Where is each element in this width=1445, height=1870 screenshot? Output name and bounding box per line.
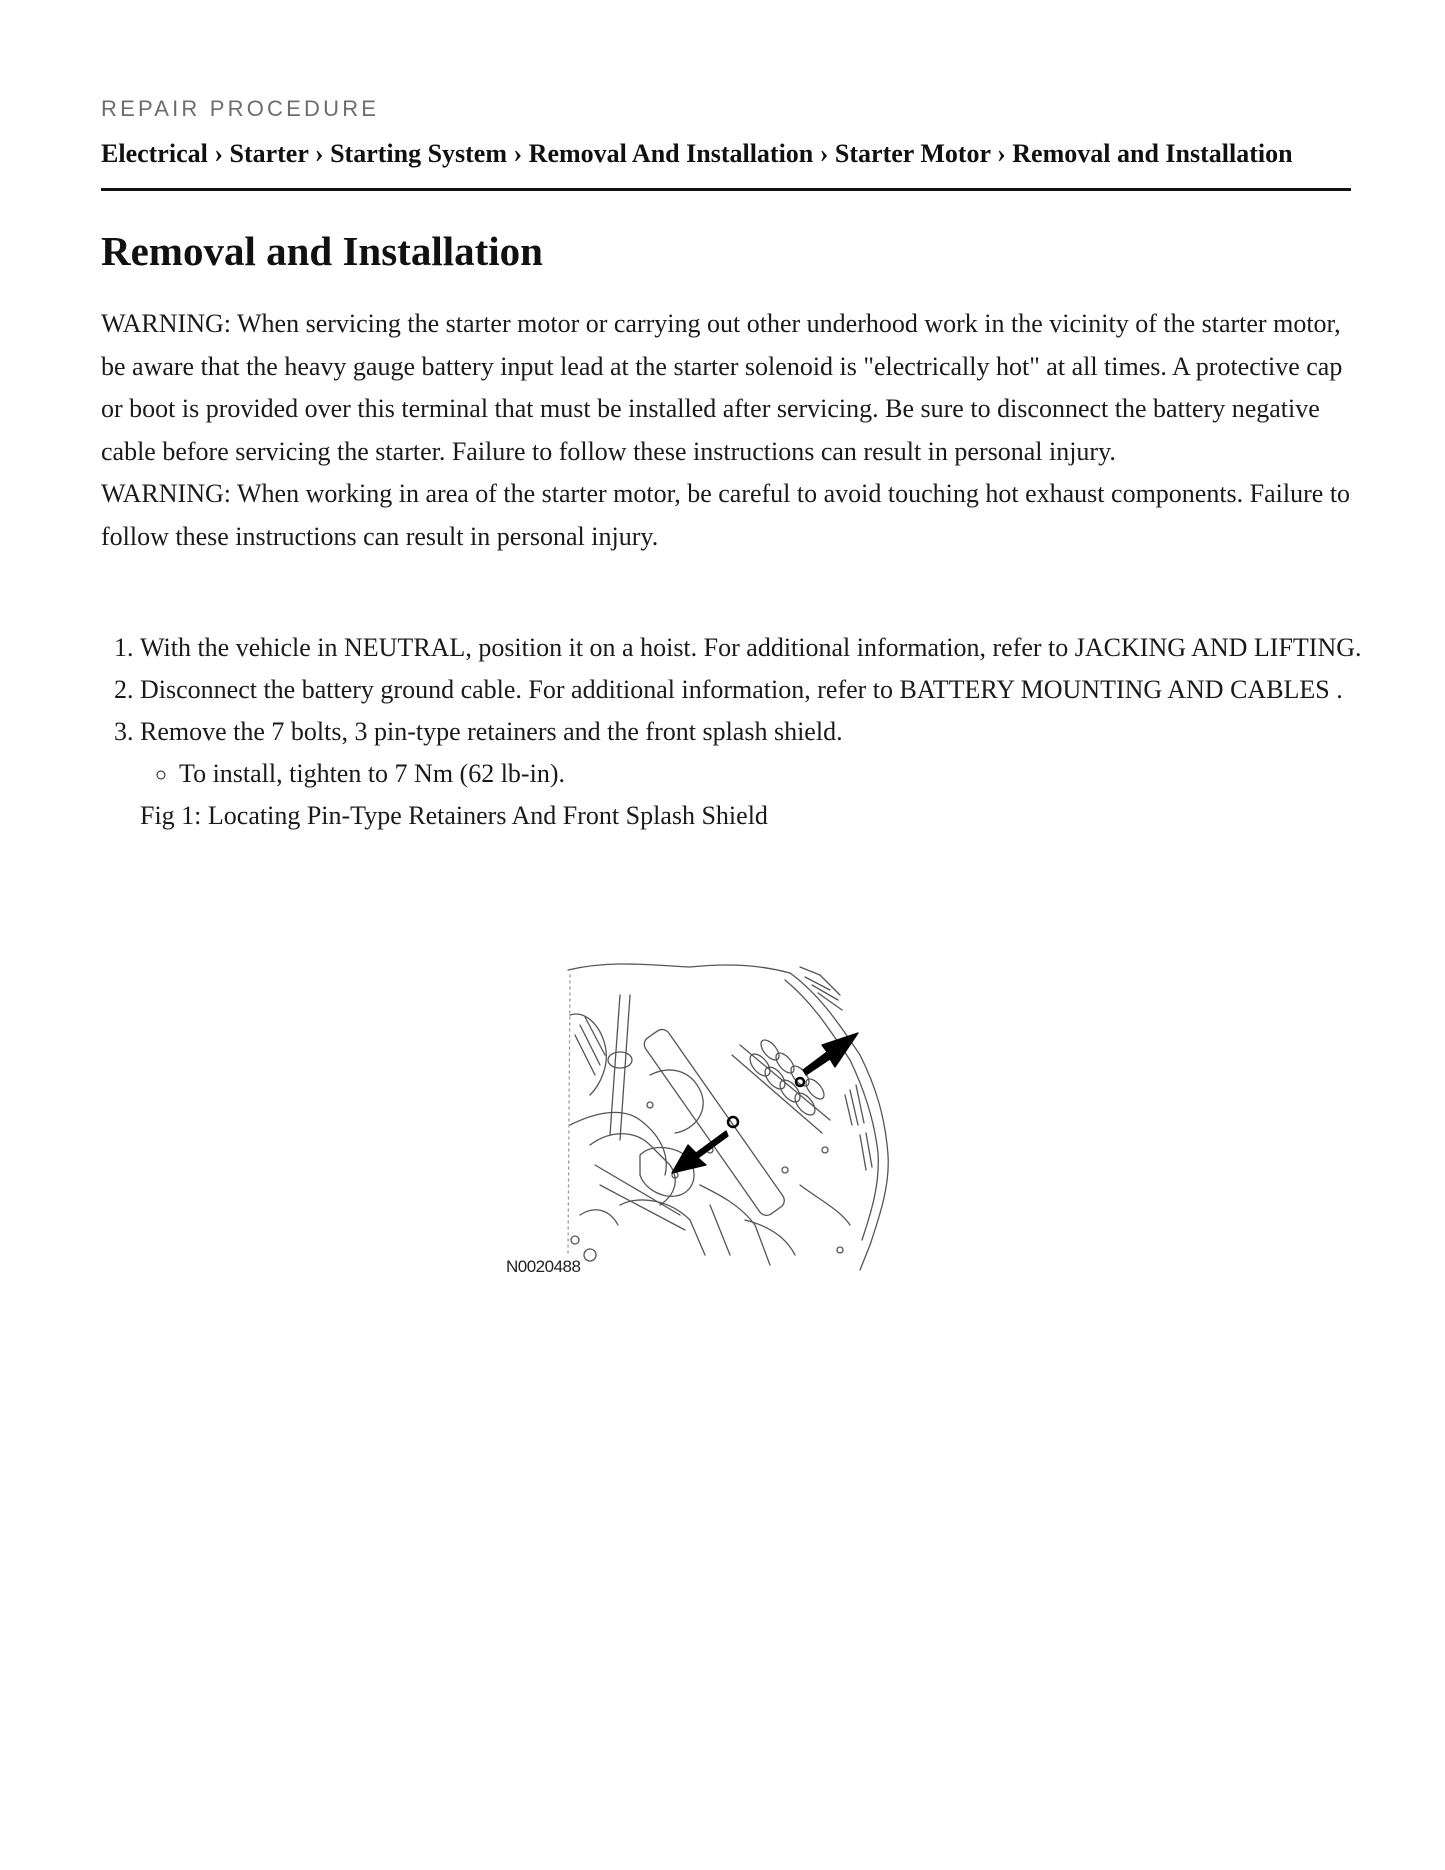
figure-label: N0020488 [506,1257,581,1276]
step-item [140,627,1390,669]
splash-shield-illustration [500,955,990,1275]
warning-paragraph: WARNING: When servicing the starter motor or carrying out other underhood work in the vicinity of the starter motor, be aware that the heavy gauge battery input lead at the starter solenoid is "electrically hot" at all times. A protective cap or boot is provided over this terminal that must be installed after servicing. Be sure to disconnect the battery negative cable before servicing the starter. Failure to follow these instructions can result in personal injury. [101,309,1343,466]
substep-list [140,753,1390,795]
step-text: Disconnect the battery ground cable. For additional information, refer to BATTERY MOUNTING AND CABLES . [140,675,1343,704]
header-divider [101,188,1351,191]
step-text: With the vehicle in NEUTRAL, position it on a hoist. For additional information, refer to JACKING AND LIFTING. [140,633,1362,662]
section-kicker: REPAIR PROCEDURE [101,96,380,121]
warning-paragraph: WARNING: When working in area of the starter motor, be careful to avoid touching hot exhaust components. Failure to follow these instructions can result in personal injury. [101,479,1351,551]
breadcrumb: Electrical › Starter › Starting System › Removal And Installation › Starter Motor › Removal and Installation [101,139,1293,168]
warnings-block [101,303,1351,558]
step-item [140,669,1390,711]
page-title: Removal and Installation [101,228,543,274]
procedure-steps [101,627,1390,837]
substep-item: ◦ To install, tighten to 7 Nm (62 lb-in). [179,753,1390,795]
step-text: Remove the 7 bolts, 3 pin-type retainers and the front splash shield. [140,717,843,746]
figure-caption: Fig 1: Locating Pin-Type Retainers And Front Splash Shield [140,801,768,830]
step-item [140,711,1390,837]
